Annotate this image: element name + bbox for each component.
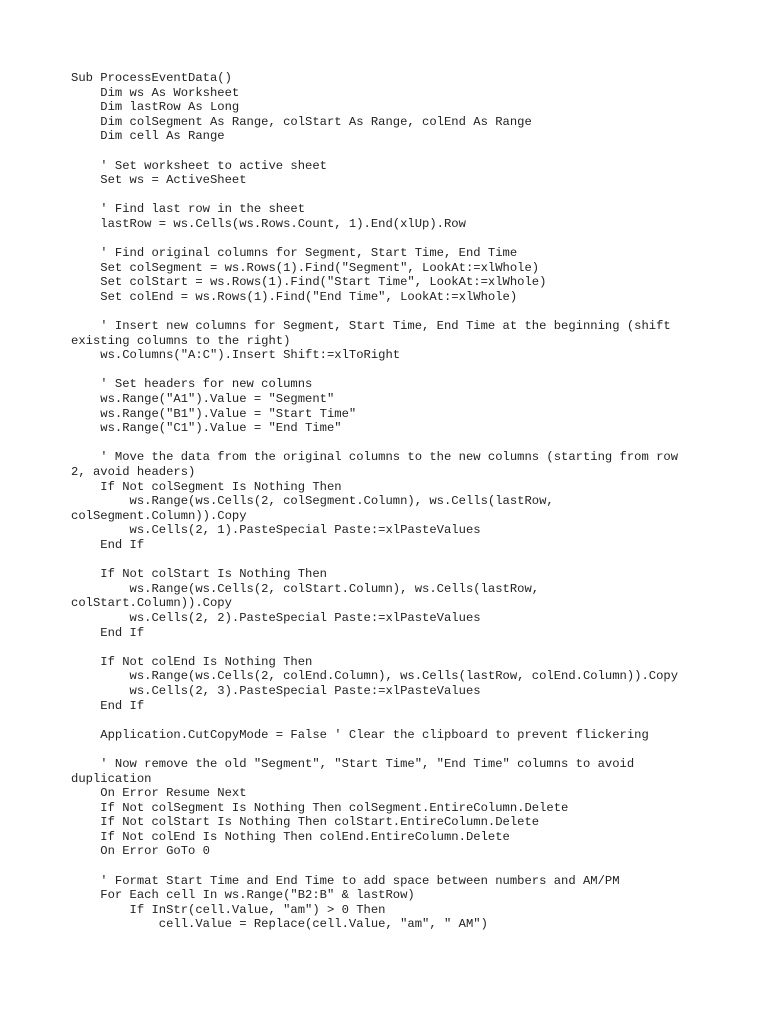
code-line <box>71 436 711 451</box>
code-line: On Error Resume Next <box>71 786 247 801</box>
code-line <box>71 363 711 378</box>
code-line: Dim ws As Worksheet <box>71 85 240 100</box>
code-line: Dim colSegment As Range, colStart As Range, colEnd As Range <box>71 114 532 129</box>
code-line: colSegment.Column)).Copy <box>71 508 247 523</box>
code-line: Set colSegment = ws.Rows(1).Find("Segment", LookAt:=xlWhole) <box>71 260 540 275</box>
code-line: ws.Cells(2, 1).PasteSpecial Paste:=xlPasteValues <box>71 523 481 538</box>
code-line: If Not colStart Is Nothing Then colStart.EntireColumn.Delete <box>71 815 540 830</box>
code-line: If Not colEnd Is Nothing Then colEnd.EntireColumn.Delete <box>71 829 510 844</box>
code-line: ' Find original columns for Segment, Start Time, End Time <box>71 246 518 261</box>
code-line <box>71 553 711 568</box>
code-line: duplication <box>71 771 152 786</box>
code-line: Set colEnd = ws.Rows(1).Find("End Time", LookAt:=xlWhole) <box>71 289 518 304</box>
code-line: Set ws = ActiveSheet <box>71 173 247 188</box>
code-line: ws.Cells(2, 3).PasteSpecial Paste:=xlPasteValues <box>71 683 481 698</box>
code-line <box>71 742 711 757</box>
code-line: Dim lastRow As Long <box>71 100 240 115</box>
code-line: If Not colSegment Is Nothing Then <box>71 479 342 494</box>
code-line: ' Format Start Time and End Time to add space between numbers and AM/PM <box>71 873 620 888</box>
code-line: For Each cell In ws.Range("B2:B" & lastRow) <box>71 888 415 903</box>
code-line <box>71 188 711 203</box>
code-line: Set colStart = ws.Rows(1).Find("Start Time", LookAt:=xlWhole) <box>71 275 547 290</box>
code-line: ws.Range("B1").Value = "Start Time" <box>71 406 357 421</box>
code-line <box>71 144 711 159</box>
code-line: ws.Range(ws.Cells(2, colEnd.Column), ws.Cells(lastRow, colEnd.Column)).Copy <box>71 669 679 684</box>
code-line: ' Move the data from the original columns to the new columns (starting from row <box>71 450 679 465</box>
code-line: ws.Range(ws.Cells(2, colSegment.Column), ws.Cells(lastRow, <box>71 494 554 509</box>
code-line <box>71 232 711 247</box>
code-line: End If <box>71 538 145 552</box>
code-line <box>71 640 711 655</box>
code-line: If Not colEnd Is Nothing Then <box>71 654 313 669</box>
code-line: ws.Columns("A:C").Insert Shift:=xlToRight <box>71 348 401 363</box>
code-line: ' Set headers for new columns <box>71 377 313 392</box>
code-line: ws.Range("A1").Value = "Segment" <box>71 392 335 407</box>
code-line: ' Set worksheet to active sheet <box>71 158 327 173</box>
code-line <box>71 859 711 874</box>
code-line: Dim cell As Range <box>71 129 225 144</box>
code-line: If Not colSegment Is Nothing Then colSegment.EntireColumn.Delete <box>71 800 569 815</box>
code-line: End If <box>71 625 145 640</box>
code-line: ws.Range("C1").Value = "End Time" <box>71 421 342 436</box>
code-line: ws.Range(ws.Cells(2, colStart.Column), ws.Cells(lastRow, <box>71 581 540 596</box>
code-line: colStart.Column)).Copy <box>71 596 232 611</box>
vba-code-block <box>71 71 711 932</box>
code-line: existing columns to the right) <box>71 333 291 348</box>
code-line: ws.Cells(2, 2).PasteSpecial Paste:=xlPasteValues <box>71 610 481 625</box>
code-line <box>71 713 711 728</box>
code-line: cell.Value = Replace(cell.Value, "am", " AM") <box>71 917 488 932</box>
code-line: ' Now remove the old "Segment", "Start Time", "End Time" columns to avoid <box>71 756 635 771</box>
code-line: End If <box>71 698 145 713</box>
code-line: On Error GoTo 0 <box>71 844 210 859</box>
code-line <box>71 305 711 320</box>
code-line: Application.CutCopyMode = False ' Clear the clipboard to prevent flickering <box>71 727 649 742</box>
code-line: If Not colStart Is Nothing Then <box>71 567 327 582</box>
code-line: If InStr(cell.Value, "am") > 0 Then <box>71 902 386 917</box>
code-line: lastRow = ws.Cells(ws.Rows.Count, 1).End(xlUp).Row <box>71 216 466 231</box>
code-line: ' Find last row in the sheet <box>71 202 306 217</box>
code-line: Sub ProcessEventData() <box>71 71 232 85</box>
code-line: ' Insert new columns for Segment, Start Time, End Time at the beginning (shift <box>71 319 671 334</box>
code-line: 2, avoid headers) <box>71 465 196 480</box>
